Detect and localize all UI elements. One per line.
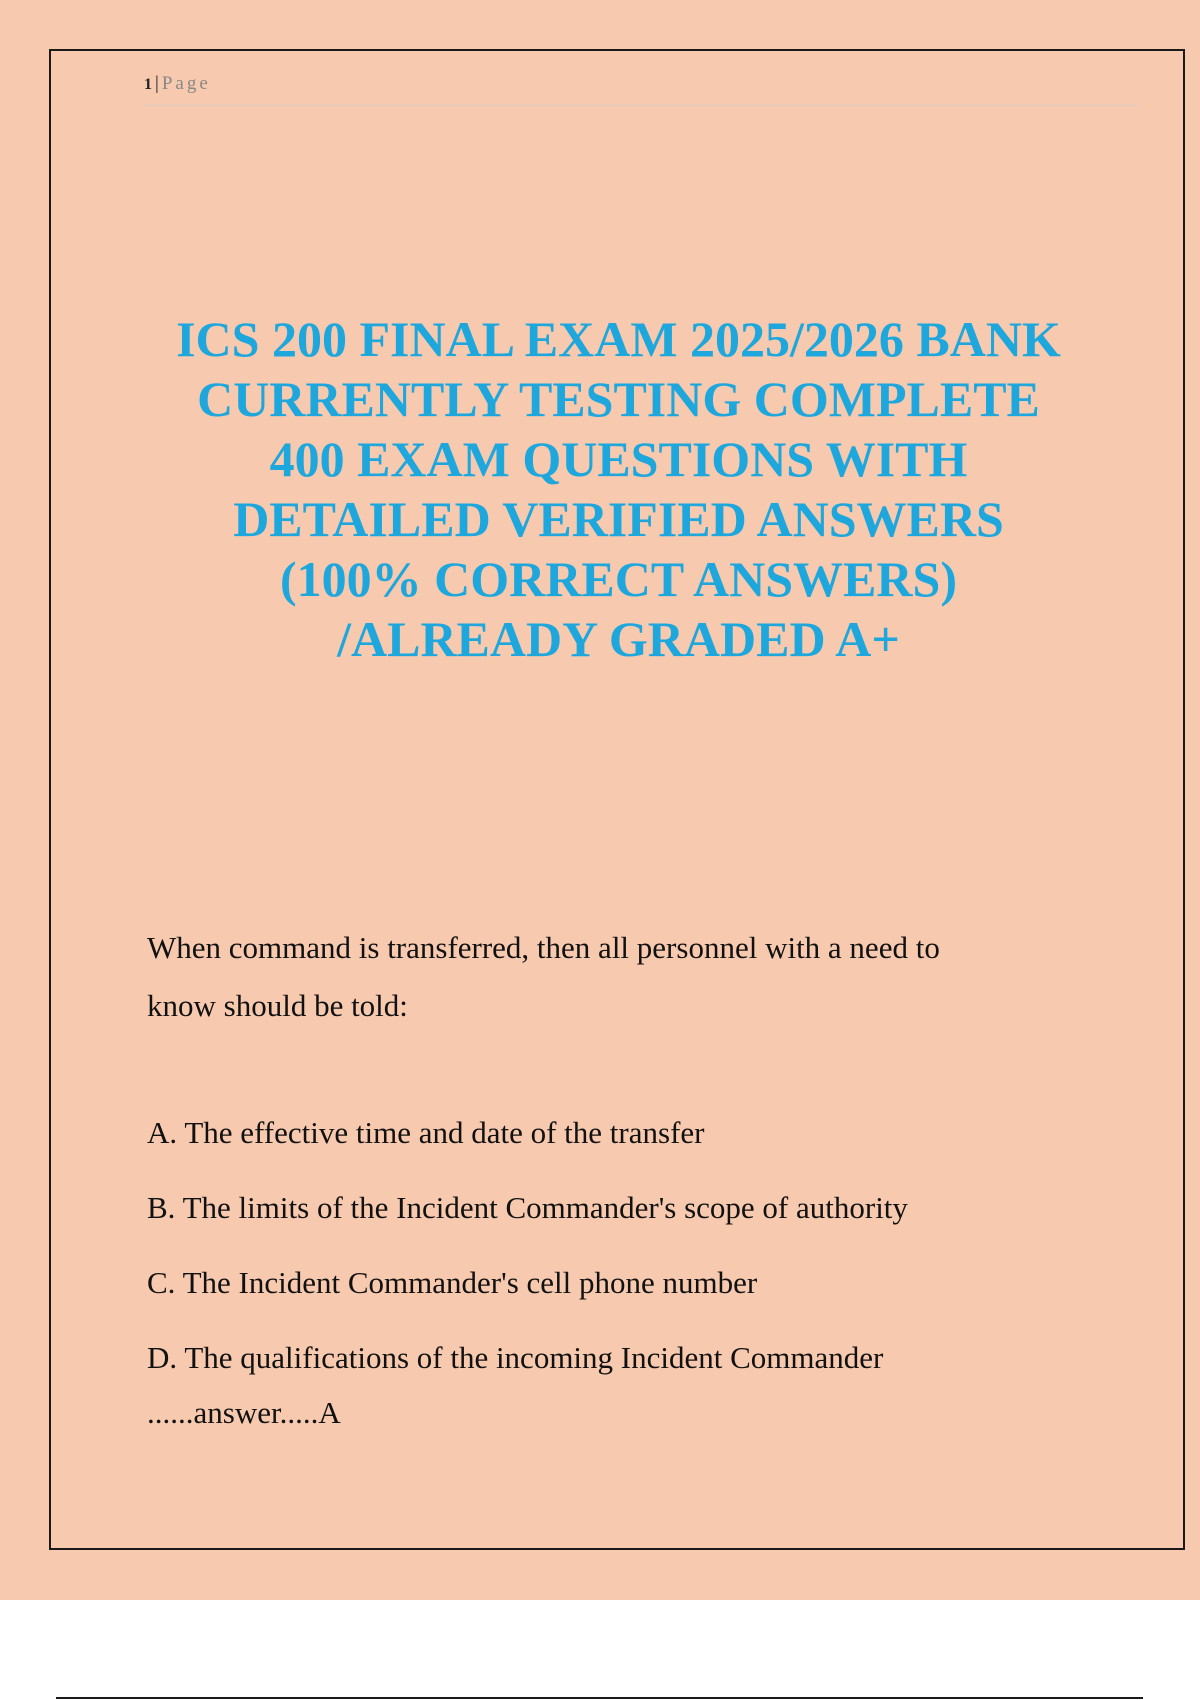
title-line: DETAILED VERIFIED ANSWERS (233, 491, 1004, 547)
option-d: D. The qualifications of the incoming Incident Commander (147, 1340, 884, 1375)
title-line: (100% CORRECT ANSWERS) (280, 551, 957, 607)
option-b: B. The limits of the Incident Commander's scope of authority (147, 1190, 908, 1225)
option-c: C. The Incident Commander's cell phone number (147, 1265, 758, 1300)
question-text (147, 919, 1137, 1035)
page-header (144, 73, 1139, 106)
title-line: 400 EXAM QUESTIONS WITH (269, 431, 968, 487)
document-title (111, 309, 1126, 669)
title-line: /ALREADY GRADED A+ (337, 611, 900, 667)
page-frame (49, 49, 1185, 1550)
question-line: When command is transferred, then all personnel with a need to (147, 930, 940, 965)
title-line: ICS 200 FINAL EXAM 2025/2026 BANK (176, 311, 1061, 367)
bottom-divider (56, 1697, 1143, 1699)
answer-options (147, 1104, 1137, 1404)
page-label: Page (161, 73, 211, 94)
answer-key: ......answer.....A (147, 1395, 341, 1430)
page-separator: | (155, 73, 159, 94)
page-number: 1 (144, 76, 152, 93)
title-line: CURRENTLY TESTING COMPLETE (197, 371, 1040, 427)
question-line: know should be told: (147, 988, 408, 1023)
option-a: A. The effective time and date of the transfer (147, 1115, 705, 1150)
